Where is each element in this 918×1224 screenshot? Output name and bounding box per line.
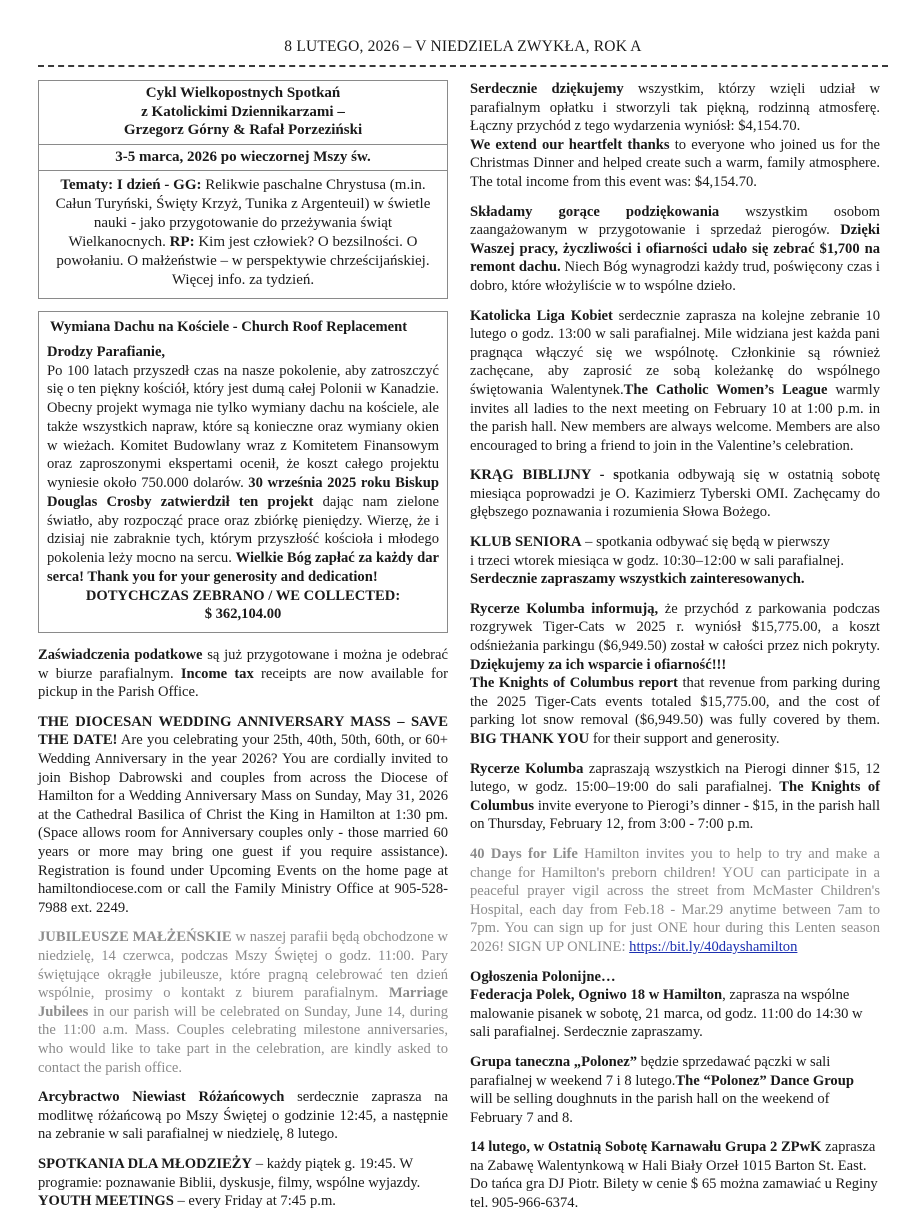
announcement-text-tax-receipts-1: są już przygotowane i można je odebrać w biurze parafialnym. (38, 647, 448, 682)
two-column-layout (38, 80, 888, 1224)
announcement-lead-polish-announcements-0: Ogłoszenia Polonijne… (470, 968, 616, 985)
announcement-lead-tax-receipts-2: Income tax (180, 665, 254, 682)
signup-link[interactable]: https://bit.ly/40dayshamilton (629, 938, 798, 955)
lenten-title-line-1: Cykl Wielkopostnych Spotkań (145, 85, 341, 101)
announcement-lead-polonez-dance-group-0: Grupa taneczna „Polonez” (470, 1053, 638, 1070)
announcement-text-marriage-jubilees-1: w naszej parafii będą obchodzone w niedzielę, 14 czerwca, podczas Mszy Świętej o godz. 11:00. Pary świętujące okrągłe jubileusze, które pragną celebrować ten dzień wspólnie, prosimy o kontakt z biurem parafialnym. (38, 929, 448, 1002)
announcement-pierogi-thanks (470, 203, 880, 296)
page-title: 8 LUTEGO, 2026 – V NIEDZIELA ZWYKŁA, ROK A (284, 38, 642, 55)
announcement-wedding-anniversary-mass (38, 713, 448, 918)
announcement-valentines-dance (470, 1138, 880, 1212)
announcement-lead-marriage-jubilees-2: Marriage Jubilees (38, 985, 448, 1020)
announcement-lead-valentines-dance-0: 14 lutego, w Ostatnią Sobotę Karnawału Grupa 2 ZPwK (470, 1139, 822, 1156)
announcement-text-catholic-womens-league-1: serdecznie zaprasza na kolejne zebranie 10 lutego o godz. 13:00 w sali parafialnej. Mile widziana jest każda pani pragnąca włączyć się we wspólnotę. Członkinie są również zachęcane, aby zaprosić ze sobą koleżankę do wspólnego świętowania Walentynek. (470, 307, 880, 398)
roof-body-part-1: Po 100 latach przyszedł czas na nasze pokolenie, aby zatroszczyć się o ten piękny kościół, który jest dumą całej Polonii w Kanadzie. Obecny projekt wymaga nie tylko wymiany dachu na kościele, ale także wszystkich napraw, które są konieczne oraz wymiany okien w wieżach. Komitet Budowlany wraz z Komitetem Finansowym oraz zaproszonymi ekspertami ocenił, że koszt całego projektu wyniesie około 750.000 dolarów. (47, 362, 439, 492)
announcement-text-tax-receipts-3: receipts are now available for pickup in the Parish Office. (38, 665, 448, 701)
lenten-title-line-3: Grzegorz Górny & Rafał Porzeziński (123, 122, 363, 139)
roof-body-bold-1: 30 września 2025 roku Biskup Douglas Crosby zatwierdził ten projekt (47, 475, 439, 510)
lenten-box-topics-row (39, 171, 447, 297)
announcement-pierogi-dinner (470, 760, 880, 834)
announcement-lead-catholic-womens-league-2: The Catholic Women’s League (623, 381, 828, 398)
announcement-text-pierogi-dinner-1: zapraszają wszystkich na Pierogi dinner $15, 12 lutego, w godz. 15:00–19:00 do sali parafialnej. (470, 760, 880, 796)
announcement-text-rosary-confraternity-1: serdecznie zaprasza na modlitwę różańcową po Mszy Świętej o godzinie 12:45, a następnie na zebranie w sali parafialnej w niedzielę, 8 lutego. (38, 1089, 448, 1143)
announcement-lead-knights-parking-report-0: Rycerze Kolumba informują, (470, 600, 659, 617)
lenten-topics-label-2: RP: (169, 234, 195, 251)
announcement-text-pierogi-thanks-1: wszystkim osobom zaangażowanym w przygotowanie i sprzedaż pierogów. (470, 203, 880, 239)
announcement-christmas-dinner-thanks (470, 80, 880, 192)
announcement-polonez-dance-group (470, 1053, 880, 1127)
announcement-text-pierogi-thanks-3: Niech Bóg wynagrodzi każdy trud, poświęcony czas i dobro, które włożyliście w to wspólne dzieło. (470, 259, 880, 294)
announcement-lead-youth-meetings-0: SPOTKANIA DLA MŁODZIEŻY (38, 1155, 253, 1172)
announcement-lead-pierogi-thanks-2: Dzięki Waszej pracy, życzliwości i ofiarności udało się zebrać $1,700 na remont dachu. (470, 222, 880, 276)
lenten-box-date-row (39, 145, 447, 172)
announcement-lead-knights-parking-report-2: Dziękujemy za ich wsparcie i ofiarność!!! (470, 656, 727, 673)
lenten-box-title-row (39, 81, 447, 145)
announcement-text-christmas-dinner-thanks-1: wszystkim, którzy wzięli udział w parafialnym opłatku i stworzyli tak piękną, rodzinną atmosferę. Łączny przychód z tego wydarzenia wyniósł: $4,154.70. (470, 81, 880, 135)
announcement-text-pierogi-dinner-3: invite everyone to Pierogi’s dinner - $15, in the parish hall on Thursday, February 12, from 3:00 - 7:00 p.m. (470, 797, 880, 833)
roof-collected-amount: $ 362,104.00 (204, 606, 282, 623)
church-roof-box (38, 311, 448, 633)
announcement-lead-pierogi-dinner-2: The Knights of Columbus (470, 779, 880, 814)
announcement-marriage-jubilees (38, 928, 448, 1077)
announcement-text-wedding-anniversary-mass-1: Are you celebrating your 25th, 40th, 50th, 60th, or 60+ Wedding Anniversary in the year 2026? You are cordially invited to join Bishop Dabrowski and couples from across the Diocese of Hamilton for a Wedding Anniversary Mass on Sunday, May 31, 2026 at the Cathedral Basilica of Christ the King in Hamilton at 1:30 pm. (Space allows room for Anniversary couples only - those married 60 years or more may bring one guest if you require assistance). Registration is found under Upcoming Events on the home page at hamiltondiocese.com or call the Family Ministry Office at 905-528-7988 ext. 2249. (38, 732, 448, 916)
announcement-tax-receipts (38, 646, 448, 702)
announcement-lead-polonez-dance-group-2: The “Polonez” Dance Group (675, 1072, 854, 1089)
announcement-lead-christmas-dinner-thanks-2: We extend our heartfelt thanks (470, 136, 670, 153)
lenten-topics-text-2: Kim jest człowiek? O bezsilności. O powołaniu. O małżeństwie – w perspektywie chrześcijańskiej. Więcej info. za tydzień. (56, 234, 430, 288)
announcement-rosary-confraternity (38, 1088, 448, 1144)
right-column (470, 80, 880, 1224)
lenten-date-line: 3-5 marca, 2026 po wieczornej Mszy św. (115, 148, 371, 165)
announcement-lead-marriage-jubilees-0: JUBILEUSZE MAŁŻEŃSKIE (38, 929, 232, 946)
announcement-lead-polish-announcements-2: Federacja Polek, Ogniwo 18 w Hamilton (470, 987, 723, 1004)
announcement-lead-christmas-dinner-thanks-0: Serdecznie dziękujemy (470, 81, 624, 97)
announcement-text-youth-meetings-1: – każdy piątek g. 19:45. W programie: poznawanie Biblii, dyskusje, filmy, wspólne wyjazdy. (38, 1155, 421, 1191)
announcement-lead-wedding-anniversary-mass-0: THE DIOCESAN WEDDING ANNIVERSARY MASS – SAVE THE DATE! (38, 713, 448, 749)
announcement-lead-youth-meetings-2: YOUTH MEETINGS (38, 1193, 174, 1210)
lenten-meetings-box (38, 80, 448, 299)
announcement-lead-tax-receipts-0: Zaświadczenia podatkowe (38, 647, 203, 664)
roof-body (47, 362, 439, 587)
announcement-text-seniors-club-1: – spotkania odbywać się będą w pierwszy (581, 534, 830, 551)
right-column-announcements (470, 80, 880, 1213)
announcement-lead-knights-parking-report-4: The Knights of Columbus report (470, 675, 678, 692)
announcement-lead-knights-parking-report-6: BIG THANK YOU (470, 731, 590, 747)
lenten-topics-text-1: Relikwie paschalne Chrystusa (m.in. Całun Turyński, Święty Krzyż, Tunika z Argenteuil) w świetle nauki - jako przygotowanie do przeżywania świąt Wielkanocnych. (55, 177, 431, 251)
announcement-text-polonez-dance-group-3: will be selling doughnuts in the parish hall on the weekend of February 7 and 8. (470, 1091, 830, 1126)
header-divider (38, 65, 888, 67)
announcement-40-days-for-life (470, 845, 880, 957)
announcement-text-bible-circle-1: potkania odbywają się w ostatnią sobotę miesiąca poprowadzi je O. Kazimierz Tyberski OMI. Zachęcamy do głębszego poznawania i rozumienia Słowa Bożego. (470, 467, 880, 521)
announcement-lead-pierogi-dinner-0: Rycerze Kolumba (470, 760, 584, 777)
announcement-youth-meetings (38, 1155, 448, 1211)
announcement-text-marriage-jubilees-3: in our parish will be celebrated on Sunday, June 14, during the 11:00 a.m. Mass. Couples celebrating milestone anniversaries, who would like to take part in the celebration, are kindly asked to contact the parish office. (38, 1003, 448, 1076)
roof-body-part-2: dając nam zielone światło, aby rozpocząć prace oraz zbiórkę pieniędzy. Wierzę, że i dzisiaj nie zabraknie tych, którym przyszłość kościoła i młodego pokolenia leży mocno na sercu. (47, 493, 439, 567)
announcement-text-knights-parking-report-5: that revenue from parking during the 2025 Tiger-Cats events totaled $15,775.00, and the cost of parking lot snow removal ($6,949.50) was fully covered by them. (470, 675, 881, 729)
roof-heading: Wymiana Dachu na Kościele - Church Roof Replacement (50, 318, 408, 335)
announcement-text-catholic-womens-league-3: warmly invites all ladies to the next meeting on February 10 at 1:00 p.m. in the parish hall. New members are always welcome. Members are also encouraged to bring a friend to join in the Valentine’s celebration. (470, 381, 880, 454)
announcement-bible-circle (470, 466, 880, 522)
announcement-text-seniors-club-1: i trzeci wtorek miesiąca w godz. 10:30–12:00 w sali parafialnej. (470, 552, 845, 569)
announcement-text-polonez-dance-group-1: będzie sprzedawać pączki w sali parafialnej w weekend 7 i 8 lutego. (470, 1053, 831, 1089)
announcement-lead-seniors-club-0: KLUB SENIORA (470, 534, 582, 551)
announcement-lead-seniors-club-2: Serdecznie zapraszamy wszystkich zainteresowanych. (470, 571, 805, 588)
announcement-lead-rosary-confraternity-0: Arcybractwo Niewiast Różańcowych (38, 1089, 285, 1106)
roof-salutation: Drodzy Parafianie, (47, 343, 166, 360)
announcement-text-knights-parking-report-7: for their support and generosity. (589, 731, 780, 747)
roof-collected-label: DOTYCHCZAS ZEBRANO / WE COLLECTED: (85, 587, 401, 604)
left-column (38, 80, 448, 1222)
announcement-text-valentines-dance-1: zaprasza na Zabawę Walentynkową w Hali Biały Orzeł 1015 Barton St. East. Do tańca gra DJ Piotr. Bilety w cenie $ 65 można zamawiać u Reginy tel. 905-966-6374. (470, 1139, 878, 1212)
announcement-text-polish-announcements-3: , zaprasza na wspólne malowanie pisanek w sobotę, 21 marca, od godz. 11:00 do 14:30 w sali parafialnej. Serdecznie zapraszamy. (470, 987, 863, 1041)
announcement-text-christmas-dinner-thanks-3: to everyone who joined us for the Christmas Dinner and helped create such a warm, family atmosphere. The total income from this event was: $4,154.70. (470, 136, 880, 190)
lenten-title-line-2: z Katolickimi Dziennikarzami – (141, 103, 345, 120)
announcement-text-youth-meetings-3: – every Friday at 7:45 p.m. (173, 1193, 336, 1210)
announcement-lead-catholic-womens-league-0: Katolicka Liga Kobiet (470, 307, 613, 324)
announcement-knights-parking-report (470, 600, 880, 749)
left-column-announcements (38, 646, 448, 1211)
announcement-text-40-days-for-life-1: Hamilton invites you to help to try and make a change for Hamilton's preborn children! YOU can participate in a peaceful prayer vigil across the street from McMaster Children's Hospital, each day from Feb.18 - Mar.29 anytime between 7am to 7pm. You can sign up for just ONE hour during this Lenten season 2026! SIGN UP ONLINE: (470, 845, 880, 955)
announcement-lead-bible-circle-0: KRĄG BIBLIJNY - s (470, 467, 619, 484)
announcement-seniors-club (470, 533, 880, 589)
announcement-polish-announcements (470, 968, 880, 1042)
announcement-catholic-womens-league (470, 307, 880, 456)
announcement-text-knights-parking-report-1: że przychód z parkowania podczas rozgrywek Tiger-Cats w 2025 r. wyniósł $15,775.00, a koszt odśnieżania parkingu ($6,949.50) został w całości przez nich pokryty. (470, 600, 880, 655)
lenten-topics-label-1: Tematy: I dzień - GG: (60, 177, 202, 194)
announcement-lead-pierogi-thanks-0: Składamy gorące podziękowania (470, 203, 720, 220)
roof-body-bold-2: Wielkie Bóg zapłać za każdy dar serca! Thank you for your generosity and dedication! (47, 550, 440, 585)
lenten-topics (45, 174, 441, 293)
announcement-lead-40-days-for-life-0: 40 Days for Life (470, 845, 578, 862)
